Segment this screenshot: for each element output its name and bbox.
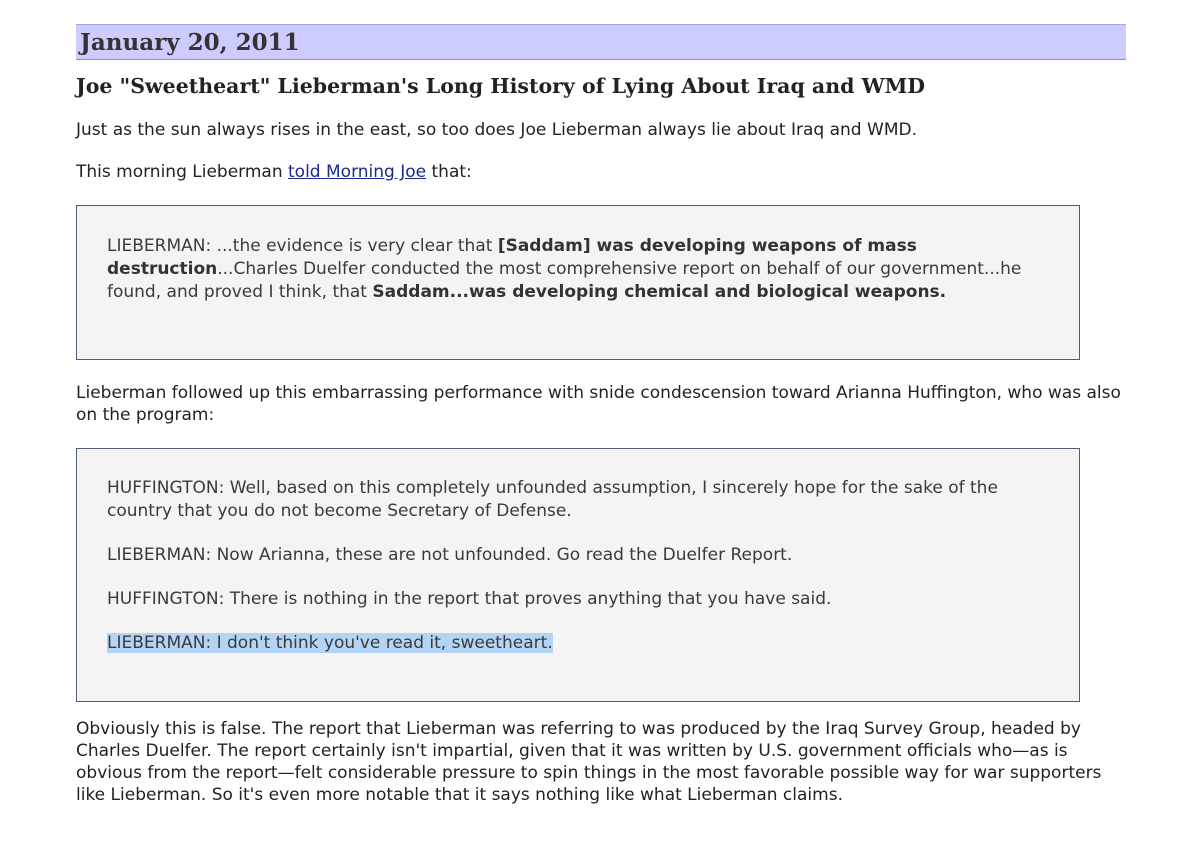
post-title: Joe "Sweetheart" Lieberman's Long History of Lying About Iraq and WMD — [76, 74, 926, 98]
selected-text[interactable]: LIEBERMAN: I don't think you've read it, sweetheart. — [107, 633, 553, 653]
quote-text: ...Charles Duelfer conducted the most comprehensive report on behalf of our government...he found, and proved I think, that — [107, 259, 1022, 302]
lead-in-text: This morning Lieberman — [76, 162, 289, 182]
morning-joe-link[interactable]: told Morning Joe — [288, 162, 427, 182]
intro-paragraph: Just as the sun always rises in the east, so too does Joe Lieberman always lie about Iraq and WMD. — [76, 120, 917, 140]
lead-in-paragraph — [76, 161, 1126, 183]
exchange-line: LIEBERMAN: Now Arianna, these are not unfounded. Go read the Duelfer Report. — [107, 545, 793, 565]
conclusion-paragraph: Obviously this is false. The report that Lieberman was referring to was produced by the Iraq Survey Group, headed by Charles Duelfer. The report certainly isn't impartial, given that it was written by U.S. government officials who—as is obvious from the report—felt considerable pressure to spin things in the most favorable possible way for war supporters like Lieberman. So it's even more notable that it says nothing like what Lieberman claims. — [76, 719, 1102, 805]
exchange-line-highlighted — [107, 632, 1029, 655]
quote-text: LIEBERMAN: ...the evidence is very clear that — [107, 236, 498, 256]
exchange-line: HUFFINGTON: There is nothing in the report that proves anything that you have said. — [107, 589, 832, 609]
blockquote-lieberman — [76, 205, 1080, 360]
followup-paragraph: Lieberman followed up this embarrassing performance with snide condescension toward Arianna Huffington, who was also on the program: — [76, 383, 1121, 425]
blockquote-exchange — [76, 448, 1080, 702]
date-header: January 20, 2011 — [76, 24, 1126, 60]
lead-in-text-end: that: — [426, 162, 472, 182]
quote-paragraph — [107, 235, 1029, 304]
exchange-line: HUFFINGTON: Well, based on this completely unfounded assumption, I sincerely hope for the sake of the country that you do not become Secretary of Defense. — [107, 478, 998, 521]
blog-post — [76, 24, 1126, 806]
quote-bold-text: Saddam...was developing chemical and biological weapons. — [372, 282, 947, 302]
quote-bold-text: [Saddam] was developing weapons of mass destruction — [107, 236, 917, 279]
